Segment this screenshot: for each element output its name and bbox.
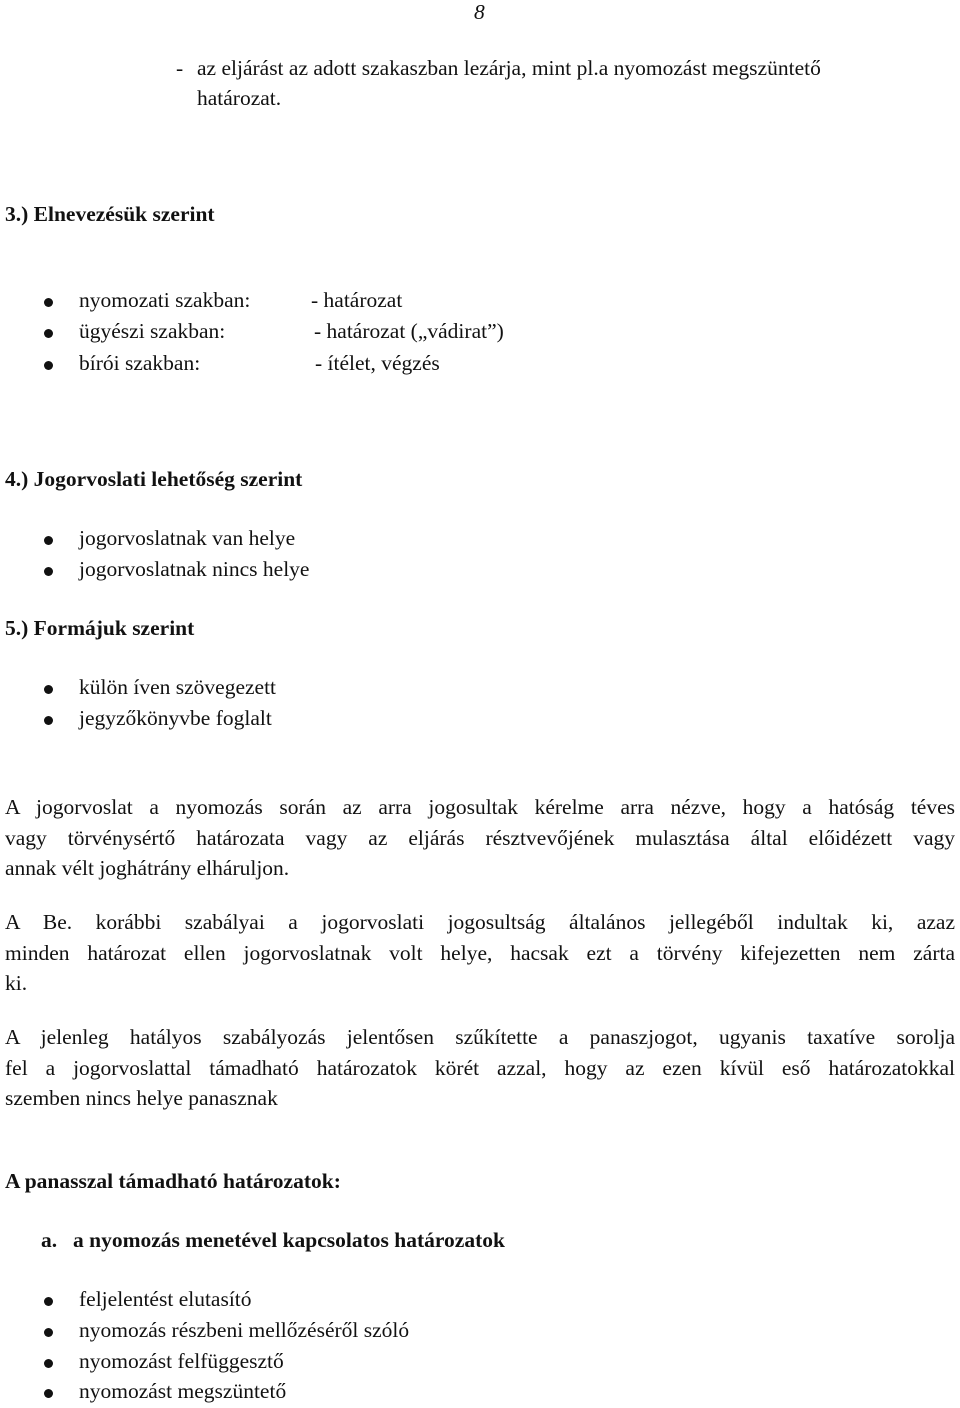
list-item-value: - határozat („vádirat”) (314, 319, 504, 343)
paragraph-line: vagy törvénysértő határozata vagy az eljárás résztvevőjének mulasztása által előidézett vagy (5, 825, 955, 850)
paragraph-line: ki. (5, 971, 28, 995)
paragraph-jogorvoslat-definition (5, 792, 955, 884)
heading-panasz: A panasszal támadható határozatok: (5, 1169, 341, 1193)
paragraph-line: A jelenleg hatályos szabályozás jelentősen szűkítette a panaszjogot, ugyanis taxatíve sorolja (5, 1025, 955, 1049)
bullet-icon (44, 1389, 53, 1398)
top-item-line1: az eljárást az adott szakaszban lezárja, mint pl.a nyomozást megszüntető (197, 56, 821, 80)
section5-heading: 5.) Formájuk szerint (5, 616, 195, 640)
list-item-label: bírói szakban: (79, 351, 201, 375)
paragraph-jelenleg-hatalyos (5, 1022, 955, 1114)
paragraph-line: A Be. korábbi szabályai a jogorvoslati jogosultság általános jellegéből indultak ki, azaz (5, 910, 955, 934)
subheading-a-text: a nyomozás menetével kapcsolatos határozatok (73, 1228, 505, 1252)
bullet-icon (44, 1297, 53, 1306)
bullet-icon (44, 567, 53, 576)
bullet-icon (44, 536, 53, 545)
bullet-icon (44, 329, 53, 338)
paragraph-be-korabbi (5, 907, 955, 999)
list-item-label: külön íven szövegezett (79, 675, 277, 699)
list-item-label: nyomozás részbeni mellőzéséről szóló (79, 1318, 410, 1342)
top-item-line2: határozat. (197, 86, 282, 110)
section3-heading: 3.) Elnevezésük szerint (5, 202, 215, 226)
list-item-label: jogorvoslatnak van helye (79, 526, 296, 550)
list-item-label: nyomozást megszüntető (79, 1379, 287, 1403)
list-item-label: feljelentést elutasító (79, 1287, 252, 1311)
list-item-label: ügyészi szakban: (79, 319, 226, 343)
list-item-value: - határozat (311, 288, 403, 312)
list-item-label: nyomozást felfüggesztő (79, 1349, 284, 1373)
paragraph-line: A jogorvoslat a nyomozás során az arra jogosultak kérelme arra nézve, hogy a hatóság téves (5, 795, 955, 819)
bullet-icon (44, 1359, 53, 1368)
subheading-a-marker: a. (41, 1228, 58, 1252)
section4-heading: 4.) Jogorvoslati lehetőség szerint (5, 467, 303, 491)
list-item-label: jegyzőkönyvbe foglalt (79, 706, 272, 730)
bullet-icon (44, 685, 53, 694)
bullet-icon (44, 716, 53, 725)
list-item-value: - ítélet, végzés (315, 351, 440, 375)
list-item-label: nyomozati szakban: (79, 288, 251, 312)
paragraph-line: minden határozat ellen jogorvoslatnak volt helye, hacsak ezt a törvény kifejezetten nem zárta (5, 940, 955, 965)
bullet-icon (44, 361, 53, 370)
list-item-label: jogorvoslatnak nincs helye (79, 557, 310, 581)
bullet-icon (44, 298, 53, 307)
top-item-dash: - (176, 56, 184, 80)
paragraph-line: fel a jogorvoslattal támadható határozatok körét azzal, hogy az ezen kívül eső határozatokkal (5, 1055, 955, 1080)
paragraph-line: annak vélt joghátrány elháruljon. (5, 856, 290, 880)
bullet-icon (44, 1328, 53, 1337)
page-number: 8 (474, 0, 485, 24)
paragraph-line: szemben nincs helye panasznak (5, 1086, 278, 1110)
